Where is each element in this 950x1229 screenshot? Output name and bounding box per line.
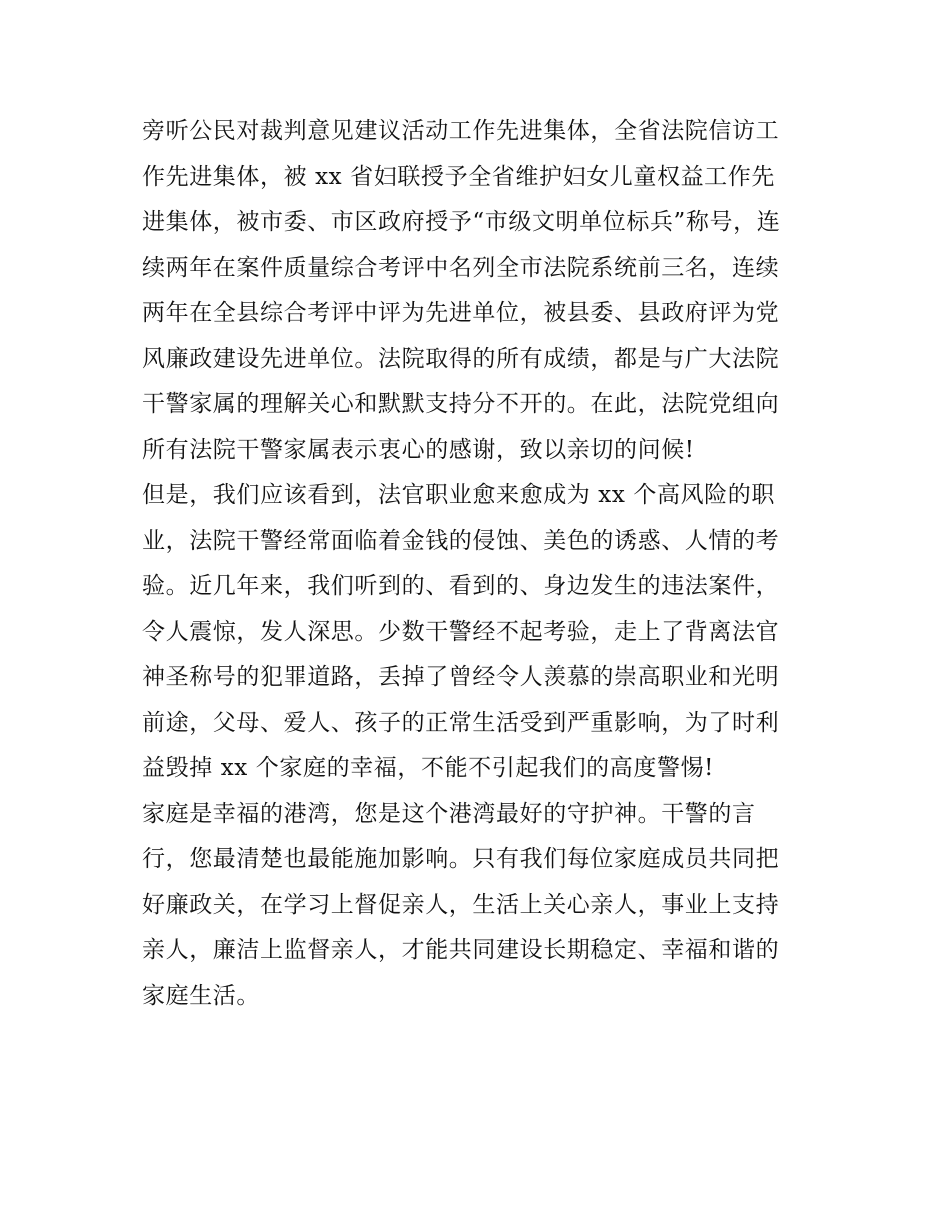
text-line-15: 益毁掉 xx 个家庭的幸福，不能不引起我们的高度警惕! — [142, 755, 715, 781]
text-line-13: 神圣称号的犯罪道路，丢掉了曾经令人羡慕的崇高职业和光明 — [142, 664, 780, 690]
body-text — [142, 109, 814, 1019]
text-line-8: 所有法院干警家属表示衷心的感谢，致以亲切的问候! — [142, 436, 695, 463]
text-line-18: 好廉政关，在学习上督促亲人，生活上关心亲人，事业上支持 — [142, 891, 780, 918]
text-line-20: 家庭生活。 — [142, 982, 260, 1009]
text-line-5: 两年在全县综合考评中评为先进单位，被县委、县政府评为党 — [142, 300, 780, 326]
text-line-14: 前途，父母、爱人、孩子的正常生活受到严重影响，为了时利 — [142, 709, 780, 736]
text-line-11: 验。近几年来，我们听到的、看到的、身边发生的违法案件， — [142, 573, 780, 599]
text-line-2: 作先进集体，被 xx 省妇联授予全省维护妇女儿童权益工作先 — [142, 163, 775, 190]
text-line-6: 风廉政建设先进单位。法院取得的所有成绩，都是与广大法院 — [142, 345, 780, 372]
text-line-9: 但是，我们应该看到，法官职业愈来愈成为 xx 个高风险的职 — [142, 482, 775, 508]
text-line-3: 进集体，被市委、市区政府授予“市级文明单位标兵”称号，连 — [142, 209, 781, 235]
text-line-17: 行，您最清楚也最能施加影响。只有我们每位家庭成员共同把 — [142, 846, 780, 872]
text-line-4: 续两年在案件质量综合考评中名列全市法院系统前三名，连续 — [142, 254, 780, 281]
text-line-19: 亲人，廉洁上监督亲人，才能共同建设长期稳定、幸福和谐的 — [142, 937, 780, 963]
text-line-7: 干警家属的理解关心和默默支持分不开的。在此，法院党组向 — [142, 391, 780, 417]
text-line-10: 业，法院干警经常面临着金钱的侵蚀、美色的诱惑、人情的考 — [142, 527, 780, 554]
text-line-16: 家庭是幸福的港湾，您是这个港湾最好的守护神。干警的言 — [142, 800, 756, 827]
text-line-12: 令人震惊，发人深思。少数干警经不起考验，走上了背离法官 — [142, 618, 780, 645]
text-line-1: 旁听公民对裁判意见建议活动工作先进集体，全省法院信访工 — [142, 118, 780, 144]
